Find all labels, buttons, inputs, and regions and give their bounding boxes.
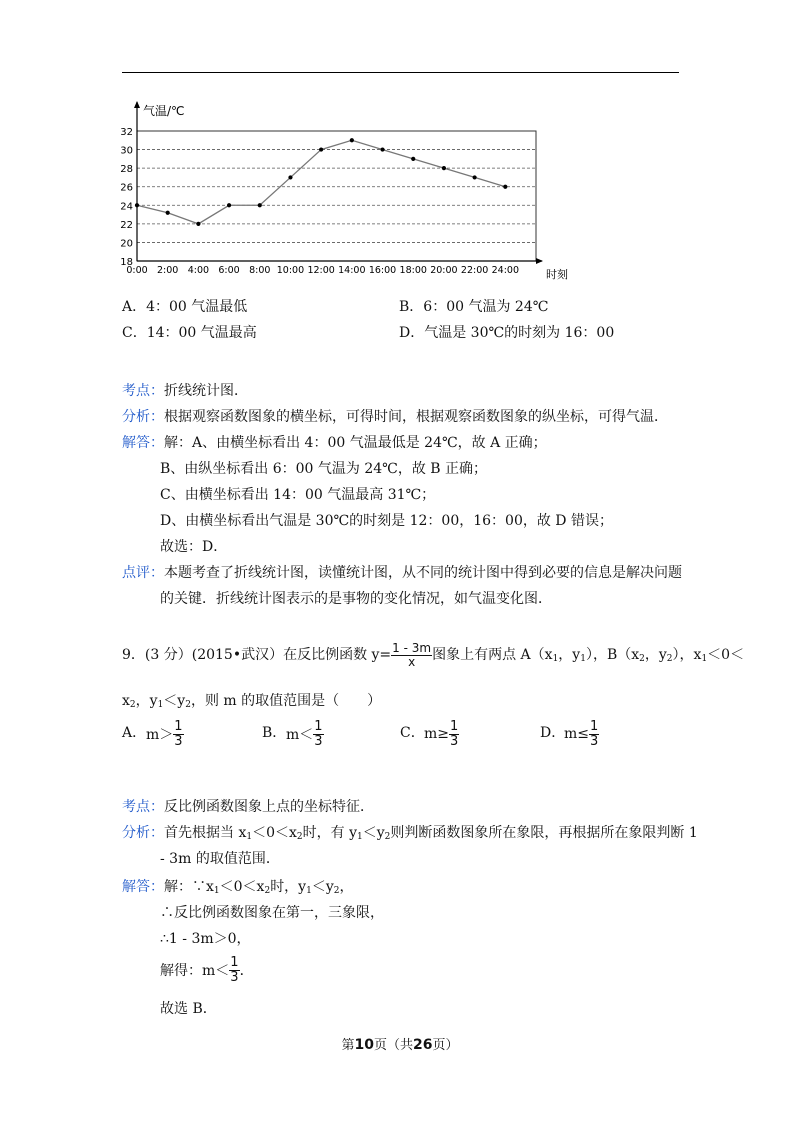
q9-fraction bbox=[391, 642, 432, 668]
y-tick-label: 22 bbox=[120, 219, 133, 231]
dianping-label: 点评： bbox=[122, 565, 164, 581]
sub: 2 bbox=[185, 700, 191, 710]
x-tick-label: 18:00 bbox=[399, 265, 427, 276]
s8-line-5: 故选：D． bbox=[160, 539, 228, 555]
y-tick-label: 30 bbox=[120, 145, 133, 157]
x-tick-labels bbox=[126, 265, 519, 276]
q9-option-c bbox=[400, 719, 459, 749]
q9-stem-line-1 bbox=[122, 642, 744, 668]
temperature-line-chart bbox=[110, 96, 580, 286]
q9-option-d bbox=[540, 719, 599, 749]
q9-text: ，y bbox=[135, 693, 158, 709]
option-letter: D． bbox=[540, 725, 566, 741]
q9-option-b bbox=[262, 719, 323, 749]
s8-dianping-2: 的关键．折线统计图表示的是事物的变化情况，如气温变化图． bbox=[160, 591, 552, 607]
plot-frame bbox=[137, 131, 536, 261]
q8-option-a: A．4：00 气温最低 bbox=[122, 299, 248, 315]
x-tick-label: 22:00 bbox=[460, 265, 489, 276]
q9-text: 图象上有两点 A（x bbox=[432, 647, 553, 664]
kaodian-label: 考点： bbox=[122, 799, 164, 815]
x-tick-label: 8:00 bbox=[249, 265, 271, 276]
data-point bbox=[319, 147, 323, 151]
y-tick-label: 32 bbox=[120, 127, 133, 138]
sub: 1 bbox=[213, 886, 220, 896]
num: 1 bbox=[230, 955, 239, 970]
y-axis-arrow bbox=[134, 101, 140, 108]
sub: 2 bbox=[129, 700, 136, 710]
text: 时，y bbox=[270, 879, 307, 895]
q9-lead: 9．(3 分）(2015•武汉）在反比例函数 y= bbox=[122, 647, 392, 664]
option-c-expr bbox=[424, 720, 459, 748]
text: 解得：m＜ bbox=[160, 963, 230, 980]
fenxi-label: 分析： bbox=[122, 825, 164, 841]
data-point bbox=[473, 175, 477, 179]
s8-jieda bbox=[122, 432, 547, 452]
data-point bbox=[503, 185, 507, 189]
text: ． bbox=[239, 963, 254, 980]
fenxi-label: 分析： bbox=[122, 409, 164, 425]
header-rule bbox=[122, 72, 679, 73]
q8-option-b: B．6：00 气温为 24℃ bbox=[399, 299, 549, 315]
sub: 1 bbox=[701, 654, 708, 665]
dianping-text-1: 本题考查了折线统计图，读懂统计图，从不同的统计图中得到必要的信息是解决问题 bbox=[164, 565, 682, 581]
s9-line-2: ∴反比例函数图象在第一，三象限， bbox=[160, 905, 384, 921]
x-tick-label: 16:00 bbox=[368, 265, 397, 276]
text: ＜y bbox=[362, 825, 385, 841]
sub: 2 bbox=[333, 886, 340, 896]
data-point bbox=[380, 147, 384, 151]
x-tick-label: 24:00 bbox=[491, 265, 520, 276]
sub: 1 bbox=[306, 886, 312, 896]
relation: m＞ bbox=[146, 727, 174, 744]
sub: 2 bbox=[296, 832, 303, 842]
num: 1 bbox=[450, 719, 459, 734]
page-footer bbox=[0, 1034, 800, 1053]
footer-text: 页） bbox=[432, 1038, 459, 1053]
data-point bbox=[196, 222, 200, 226]
s9-kaodian bbox=[122, 796, 374, 816]
x-tick-label: 12:00 bbox=[307, 265, 335, 276]
page-number: 10 bbox=[354, 1037, 374, 1053]
x-tick-label: 20:00 bbox=[430, 265, 458, 276]
s9-line-4 bbox=[160, 956, 254, 984]
s8-kaodian bbox=[122, 380, 248, 400]
q9-text: x bbox=[122, 693, 130, 709]
y-tick-labels bbox=[120, 127, 133, 268]
den: 3 bbox=[174, 733, 183, 749]
sub: 1 bbox=[157, 700, 164, 710]
relation: m＜ bbox=[286, 727, 314, 744]
x-tick-label: 6:00 bbox=[218, 265, 240, 276]
y-tick-label: 20 bbox=[120, 238, 133, 250]
fenxi-text: 根据观察函数图象的横坐标，可得时间，根据观察函数图象的纵坐标，可得气温． bbox=[164, 409, 668, 425]
s9-fenxi-2: - 3m 的取值范围． bbox=[160, 851, 280, 867]
x-tick-label: 0:00 bbox=[126, 265, 148, 276]
data-point bbox=[135, 203, 139, 207]
s8-line-2: B、由纵坐标看出 6：00 气温为 24℃，故 B 正确； bbox=[160, 461, 488, 477]
jieda-label: 解答： bbox=[122, 879, 164, 895]
data-point bbox=[411, 157, 415, 161]
sub: 2 bbox=[639, 654, 645, 665]
data-point bbox=[442, 166, 446, 170]
option-letter: C． bbox=[400, 725, 425, 741]
q9-text: ，y bbox=[644, 647, 667, 664]
option-d-expr bbox=[564, 720, 599, 748]
text: ＜y bbox=[311, 879, 334, 895]
x-tick-label: 14:00 bbox=[338, 265, 366, 276]
sub: 2 bbox=[666, 654, 673, 665]
den: 3 bbox=[314, 733, 323, 749]
y-tick-label: 26 bbox=[120, 182, 133, 194]
sub: 2 bbox=[264, 886, 271, 896]
text: 首先根据当 x bbox=[164, 825, 247, 841]
q9-text: ＜0＜ bbox=[707, 647, 745, 664]
fraction-one-third bbox=[313, 720, 323, 748]
fraction-one-third bbox=[229, 956, 239, 984]
x-tick-label: 4:00 bbox=[187, 265, 210, 276]
q9-stem-line-2 bbox=[122, 690, 381, 710]
option-a-expr bbox=[146, 720, 184, 748]
x-axis-arrow bbox=[536, 258, 543, 264]
data-point bbox=[288, 175, 292, 179]
s9-line-5: 故选 B． bbox=[160, 1001, 217, 1017]
temperature-series-line bbox=[137, 140, 505, 224]
data-point bbox=[350, 138, 354, 142]
data-point bbox=[258, 203, 262, 207]
temperature-points bbox=[135, 138, 508, 226]
data-point bbox=[227, 203, 231, 207]
q8-option-d: D．气温是 30℃的时刻为 16：00 bbox=[399, 325, 615, 341]
num: 1 bbox=[314, 719, 323, 734]
text: ＜0＜x bbox=[219, 879, 265, 895]
footer-text: 第 bbox=[341, 1038, 355, 1053]
s8-line-4: D、由横坐标看出气温是 30℃的时刻是 12：00，16：00，故 D 错误； bbox=[160, 513, 613, 529]
y-tick-label: 18 bbox=[120, 257, 133, 268]
num: 1 bbox=[590, 719, 599, 734]
x-tick-label: 2:00 bbox=[157, 265, 179, 276]
relation: m≥ bbox=[424, 726, 450, 743]
page-total: 26 bbox=[413, 1037, 433, 1053]
q9-text: ，y bbox=[558, 647, 581, 664]
chart-axes bbox=[134, 101, 543, 264]
den: 3 bbox=[590, 733, 599, 749]
fraction-one-third bbox=[589, 720, 599, 748]
sub: 1 bbox=[357, 832, 363, 842]
text: 时，有 y bbox=[302, 825, 357, 841]
y-tick-label: 28 bbox=[120, 164, 133, 176]
y-tick-label: 24 bbox=[120, 201, 133, 213]
s9-fenxi bbox=[122, 822, 698, 842]
sub: 1 bbox=[580, 654, 586, 665]
sub: 2 bbox=[384, 832, 391, 842]
x-axis-label: 时刻 bbox=[546, 268, 568, 281]
den: 3 bbox=[450, 733, 459, 749]
jieda-line-1: 解：A、由横坐标看出 4：00 气温最低是 24℃，故 A 正确； bbox=[164, 435, 547, 451]
fraction-one-third bbox=[449, 720, 459, 748]
sub: 1 bbox=[246, 832, 253, 842]
text: ＜0＜x bbox=[252, 825, 297, 841]
y-axis-label: 气温/℃ bbox=[143, 104, 185, 118]
q9-text: ），x bbox=[672, 647, 702, 664]
q9-text: ＜y bbox=[163, 693, 186, 709]
option-b-expr bbox=[286, 720, 324, 748]
option-letter: A． bbox=[122, 725, 147, 741]
s8-dianping bbox=[122, 562, 682, 582]
text: ， bbox=[339, 879, 354, 895]
s9-jieda bbox=[122, 876, 354, 896]
s8-line-3: C、由横坐标看出 14：00 气温最高 31℃； bbox=[160, 487, 436, 503]
q9-text: ，则 m 的取值范围是（ ） bbox=[190, 693, 382, 709]
kaodian-text: 折线统计图． bbox=[164, 383, 248, 399]
num: 1 bbox=[174, 719, 183, 734]
q9-frac-num: 1 - 3m bbox=[392, 641, 432, 655]
text: 解：∵x bbox=[164, 879, 214, 895]
q9-text: ），B（x bbox=[585, 647, 640, 664]
den: 3 bbox=[230, 969, 239, 985]
data-point bbox=[166, 211, 170, 215]
option-letter: B． bbox=[262, 725, 287, 741]
q9-option-a bbox=[122, 719, 183, 749]
chart-gridlines bbox=[137, 150, 536, 243]
s8-fenxi bbox=[122, 406, 668, 426]
footer-text: 页（共 bbox=[373, 1038, 413, 1053]
fraction-one-third bbox=[173, 720, 183, 748]
relation: m≤ bbox=[564, 726, 590, 743]
q8-option-c: C．14：00 气温最高 bbox=[122, 325, 257, 341]
s9-line-3: ∴1 - 3m＞0， bbox=[160, 931, 251, 947]
jieda-label: 解答： bbox=[122, 435, 164, 451]
kaodian-text: 反比例函数图象上点的坐标特征． bbox=[164, 799, 374, 815]
x-tick-label: 10:00 bbox=[276, 265, 305, 276]
kaodian-label: 考点： bbox=[122, 383, 164, 399]
text: 则判断函数图象所在象限，再根据所在象限判断 1 bbox=[390, 825, 698, 841]
sub: 1 bbox=[552, 654, 559, 665]
q9-frac-den: x bbox=[408, 654, 416, 669]
